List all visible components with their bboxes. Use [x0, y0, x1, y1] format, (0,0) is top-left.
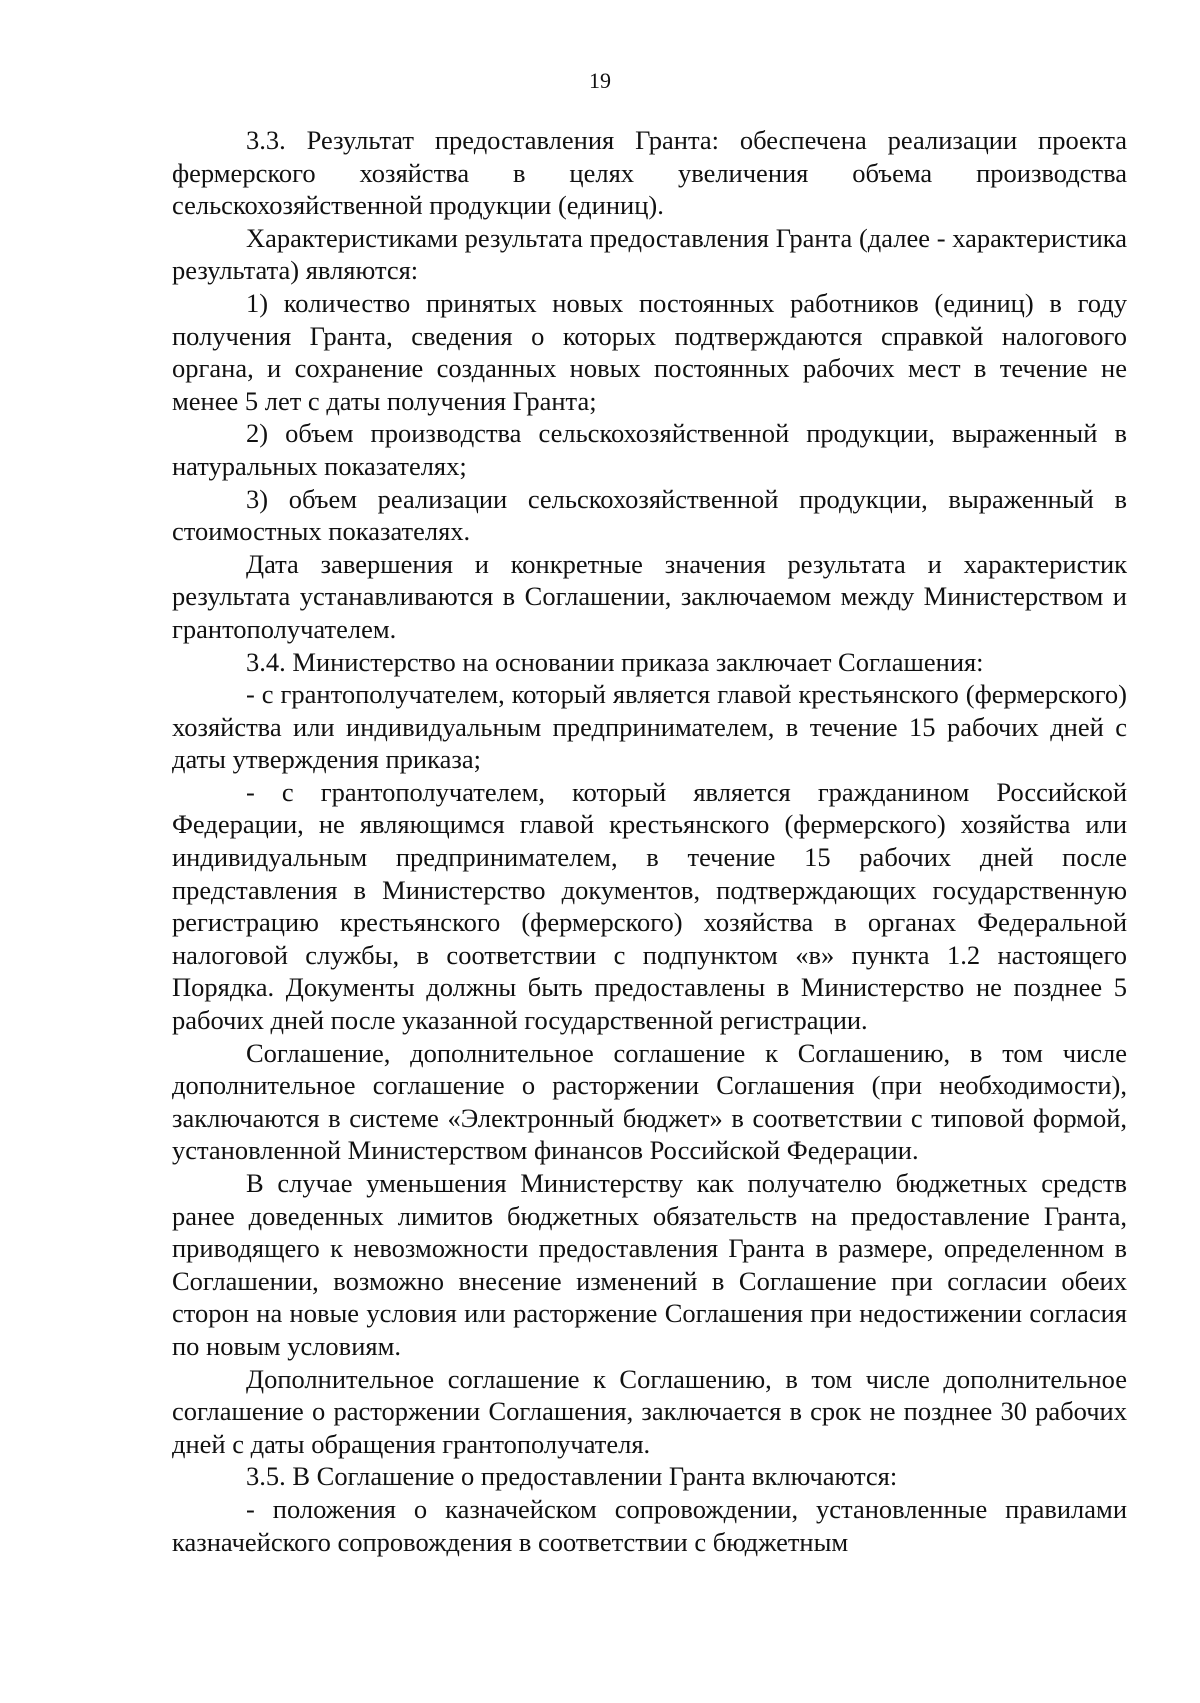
paragraph-3-5-included: 3.5. В Соглашение о предоставлении Гранта включаются: — [246, 1461, 898, 1492]
paragraph-electronic-budget: Соглашение, дополнительное соглашение к Соглашению, в том числе дополнительное соглашение о расторжении Соглашения (при необходимости), заключаются в системе «Электронный бюджет» в соответствии с типовой формой, установленной Министерством финансов Российской Федерации. — [172, 1037, 1127, 1166]
paragraph-agreement-farm-head: - с грантополучателем, который является главой крестьянского (фермерского) хозяйства или индивидуальным предпринимателем, в течение 15 рабочих дней с даты утверждения приказа; — [172, 679, 1127, 775]
paragraph-characteristic-3: 3) объем реализации сельскохозяйственной продукции, выраженный в стоимостных показателях. — [172, 483, 1127, 547]
paragraph-treasury-support: - положения о казначейском сопровождении, установленные правилами казначейского сопровождения в соответствии с бюджетным — [172, 1493, 1127, 1557]
paragraph-3-4-agreements: 3.4. Министерство на основании приказа заключает Соглашения: — [246, 646, 984, 677]
paragraph-additional-agreement-term: Дополнительное соглашение к Соглашению, в том числе дополнительное соглашение о расторжении Соглашения, заключается в срок не позднее 30 рабочих дней с даты обращения грантополучателя. — [172, 1363, 1127, 1459]
page-number: 19 — [589, 68, 611, 93]
paragraph-completion-date: Дата завершения и конкретные значения результата и характеристик результата устанавливаются в Соглашении, заключаемом между Министерством и грантополучателем. — [172, 548, 1127, 644]
paragraph-result-characteristics: Характеристиками результата предоставления Гранта (далее - характеристика результата) являются: — [172, 222, 1127, 286]
paragraph-characteristic-2: 2) объем производства сельскохозяйственной продукции, выраженный в натуральных показателях; — [172, 418, 1127, 481]
paragraph-characteristic-1: 1) количество принятых новых постоянных работников (единиц) в году получения Гранта, сведения о которых подтверждаются справкой налогового органа, и сохранение созданных новых постоянных рабочих мест в течение не менее 5 лет с даты получения Гранта; — [172, 287, 1127, 416]
paragraph-3-3-result: 3.3. Результат предоставления Гранта: обеспечена реализации проекта фермерского хозяйства в целях увеличения объема производства сельскохозяйственной продукции (единиц). — [172, 125, 1127, 221]
paragraph-agreement-citizen: - с грантополучателем, который является гражданином Российской Федерации, не являющимся главой крестьянского (фермерского) хозяйства или индивидуальным предпринимателем, в течение 15 рабочих дней после представления в Министерство документов, подтверждающих государственную регистрацию крестьянского (фермерского) хозяйства в органах Федеральной налоговой службы, в соответствии с подпунктом «в» пункта 1.2 настоящего Порядка. Документы должны быть предоставлены в Министерство не позднее 5 рабочих дней после указанной государственной регистрации. — [172, 776, 1127, 1036]
document-body — [172, 124, 1127, 1558]
paragraph-limits-reduction: В случае уменьшения Министерству как получателю бюджетных средств ранее доведенных лимитов бюджетных обязательств на предоставление Гранта, приводящего к невозможности предоставления Гранта в размере, определенном в Соглашении, возможно внесение изменений в Соглашение при согласии обеих сторон на новые условия или расторжение Соглашения при недостижении согласия по новым условиям. — [172, 1168, 1127, 1361]
